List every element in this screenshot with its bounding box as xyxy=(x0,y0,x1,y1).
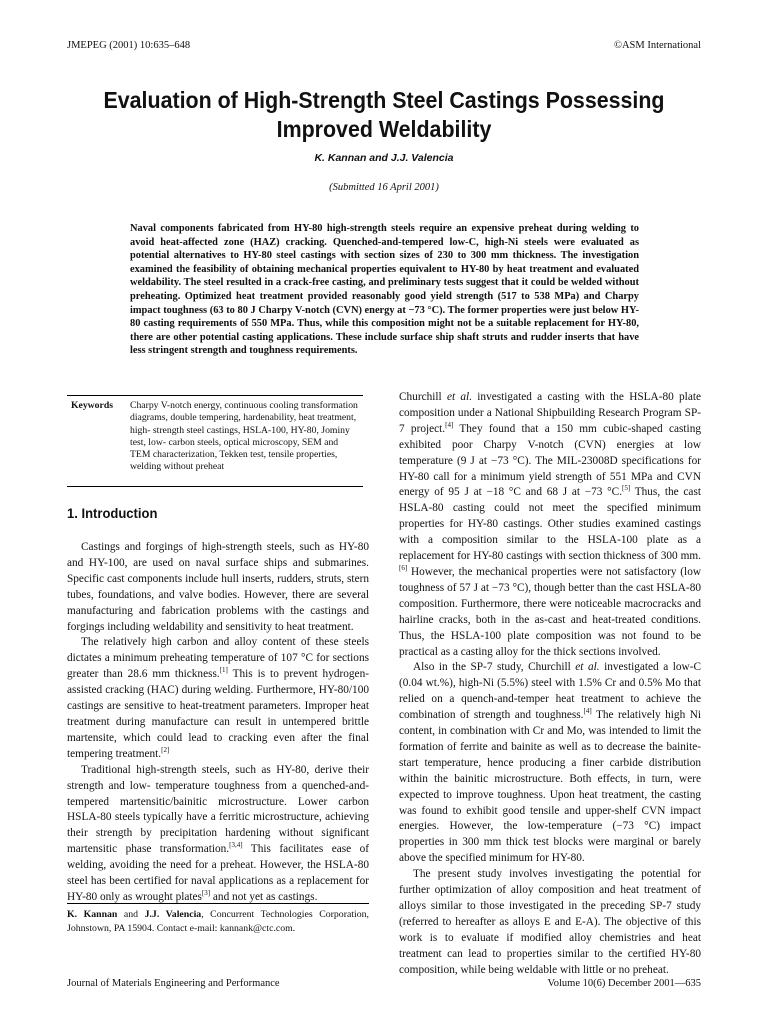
keywords-label: Keywords xyxy=(71,400,113,411)
journal-reference: JMEPEG (2001) 10:635–648 xyxy=(67,40,191,51)
abstract: Naval components fabricated from HY-80 high-strength steels require an expensive preheat during welding to avoid heat-affected zone (HAZ) cracking. Quenched-and-tempered low-C, high-Ni steels were evaluated as potential alternatives to HY-80 steel castings with section sizes of 230 to 300 mm thickness. The investigation examined the feasibility of obtaining mechanical properties equivalent to HY-80 by heat treatment and evaluated weldability. The steel resulted in a crack-free casting, and preliminary tests suggest that it could be welded without preheating. Optimized heat treatment provided reasonably good yield strength (517 to 538 MPa) and Charpy impact toughness (63 to 80 J Charpy V-notch (CVN) energy at −73 °C). The former properties were just below HY-80 casting requirements of 550 MPa. Thus, while this composition might not be a suitable replacement for HY-80, there are other potential casting applications. These include surface ship shaft struts and rudder inserts that have less stringent strength and toughness requirements. xyxy=(130,223,639,357)
paragraph: The present study involves investigating the potential for further optimization of alloy composition and heat treatment of alloys similar to those investigated in the preceding SP-7 study (referred to hereafter as alloys E and E-A). The objective of this work is to evaluate if modified alloy chemistries and heat treatment can lead to properties similar to the certified HY-80 composition, while being weldable with little or no preheat. xyxy=(399,868,701,976)
submission-date: (Submitted 16 April 2001) xyxy=(329,182,439,193)
footnote-divider xyxy=(67,903,369,904)
paragraph: Also in the SP-7 study, Churchill et al. investigated a low-C (0.04 wt.%), high-Ni (5.5%) steel with 1.5% Cr and 0.5% Mo that relied on a quench-and-temper heat treatment to achieve the combination of strength and toughness.[4] The relatively high Ni content, in combination with Cr and Mo, was intended to limit the formation of ferrite and bainite as well as to decrease the bainite-start temperature, hence producing a finer carbide distribution within the bainitic microstructure. Both effects, in turn, were expected to improve toughness. Upon heat treatment, the casting was found to exhibit good tensile and upper-shelf CVN impact energies. However, the low-temperature (−73 °C) impact properties in 300 mm thick test blocks were marginal or barely above the specified minimum for HY-80. xyxy=(399,661,701,865)
author-footnote: K. Kannan and J.J. Valencia, Concurrent Technologies Corporation, Johnstown, PA 15904. Contact e-mail: kannank@ctc.com. xyxy=(67,909,369,934)
authors: K. Kannan and J.J. Valencia xyxy=(314,152,454,164)
keywords-text: Charpy V-notch energy, continuous cooling transformation diagrams, double tempering, hardenability, heat treatment, high- strength steel castings, HSLA-100, HY-80, Jominy test, low- carbon steels, optical microscopy, SEM and TEM characterization, Tekken test, tensile properties, welding without preheat xyxy=(130,400,358,473)
volume-page: Volume 10(6) December 2001—635 xyxy=(547,978,701,989)
right-column xyxy=(399,390,701,979)
paragraph: The relatively high carbon and alloy content of these steels dictates a minimum preheating temperature of 107 °C for sections greater than 28.6 mm thickness.[1] This is to prevent hydrogen-assisted cracking (HAC) during welding. Furthermore, HY-80/100 castings are sensitive to heat-treatment parameters. Improper heat treatment during manufacture can result in untempered brittle martensite, which could lead to cracking even after the final tempering treatment.[2] xyxy=(67,636,369,760)
paragraph: Castings and forgings of high-strength steels, such as HY-80 and HY-100, are used on naval surface ships and submarines. Specific cast components include hull inserts, rudders, struts, stern tubes, foundations, and valve bodies. However, there are several manufacturing and fabrication problems with the castings and forgings including weldability and sensitivity to heat treatment. xyxy=(67,541,369,633)
section-heading: 1. Introduction xyxy=(67,505,158,521)
paragraph: Traditional high-strength steels, such as HY-80, derive their strength and low- temperature toughness from a quenched-and-tempered martensitic/bainitic microstructure. Lower carbon HSLA-80 steels typically have a ferritic microstructure, achieving their strength by precipitation hardening without significant martensitic phase transformation.[3,4] This facilitates ease of welding, avoiding the need for a preheat. However, the HSLA-80 steel has been certified for naval applications as a replacement for HY-80 only as wrought plates[3] and not yet as castings. xyxy=(67,763,369,903)
left-column xyxy=(67,540,369,906)
keywords-box xyxy=(67,395,363,487)
journal-name: Journal of Materials Engineering and Performance xyxy=(67,978,280,989)
paragraph: Churchill et al. investigated a casting with the HSLA-80 plate composition under a National Shipbuilding Research Program SP-7 project.[4] They found that a 150 mm cubic-shaped casting exhibited poor Charpy V-notch (CVN) energies at low temperature (9 J at −73 °C). The MIL-23008D specifications for HY-80 call for a minimum yield strength of 551 MPa and CVN energy of 95 J at −18 °C and 68 J at −73 °C.[5] Thus, the cast HSLA-80 casting could not meet the specified minimum properties for HY-80 castings. Other studies examined castings with a composition similar to the HSLA-100 plate as a replacement for HY-80 castings with section thickness of 300 mm.[6] However, the mechanical properties were not satisfactory (low toughness of 57 J at −73 °C), though better than the cast HSLA-80 composition. Furthermore, there were noticeable macrocracks and hairline cracks, both in the as-cast and heat-treated conditions. Thus, the HSLA-100 plate composition was not found to be practical as a casting alloy for the thick sections involved. xyxy=(399,391,701,658)
publisher: ©ASM International xyxy=(613,40,701,51)
paper-title: Evaluation of High-Strength Steel Castings Possessing Improved Weldability xyxy=(103,87,665,142)
